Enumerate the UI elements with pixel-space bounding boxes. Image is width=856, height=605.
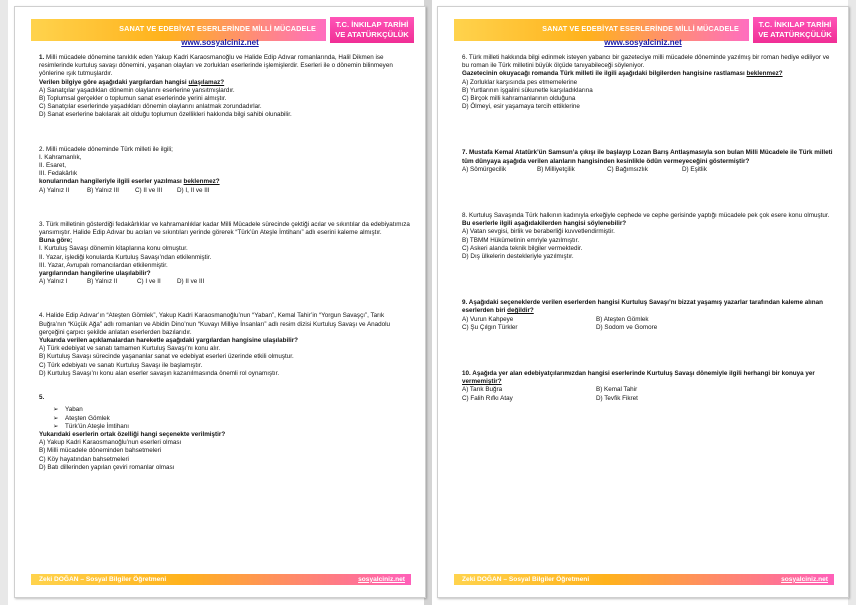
option-a[interactable]: A) Tarık Buğra	[462, 386, 503, 394]
question-stem: 10. Aşağıda yer alan edebiyatçılarımızdan hangisi eserlerinde Kurtuluş Savaşı dönemiyle ilgili herhangi bir konuya yer	[462, 370, 815, 378]
option-c[interactable]: C) Askeri alanda teknik bilgiler vermektedir.	[462, 244, 583, 252]
site-link[interactable]: www.sosyalciniz.net	[181, 38, 259, 47]
arrow-bullet-icon: ➢	[53, 414, 59, 422]
option-a[interactable]: A) Yalnız I	[39, 278, 68, 286]
question-4	[39, 312, 411, 378]
question-prompt: Verilen bilgiye göre aşağıdaki yargılardan hangisi	[39, 78, 189, 86]
option-b[interactable]: B) Yurtlarının işgalini sükunetle karşıladıklarına	[462, 86, 593, 94]
option-c[interactable]: C) Bağımsızlık	[607, 165, 648, 173]
option-b[interactable]: B) Milli mücadele döneminden bahsetmeleri	[39, 447, 162, 455]
option-d[interactable]: D) Sodom ve Gomore	[596, 323, 658, 331]
option-c[interactable]: C) Sanatçılar eserlerinde yaşadıkları dönemin olaylarını anlatmak zorundadırlar.	[39, 103, 262, 111]
questions-column	[39, 54, 411, 472]
question-prompt-emphasis: ulaşılamaz?	[188, 78, 225, 86]
question-9	[462, 299, 834, 332]
option-c[interactable]: C) II ve III	[135, 186, 163, 194]
question-prompt-emphasis: beklenmez?	[183, 178, 220, 186]
option-b[interactable]: B) Kemal Tahir	[596, 386, 638, 394]
question-stem: 6. Türk milleti hakkında bilgi edinmek isteyen yabancı bir gazeteciye milli mücadele döneminde yazılmış bir roman hediye ediliyor ve bu roman ile Türk milletini büyük ölçüde tanıyabileceği söyleniyor.	[462, 54, 830, 70]
question-stem-emphasis: değildir?	[507, 307, 534, 315]
item-iii: III. Fedakârlık	[39, 170, 78, 178]
question-prompt: Bu eserlerle ilgili aşağıdakilerden hangisi söylenebilir?	[462, 220, 627, 228]
question-5	[39, 394, 411, 472]
option-c[interactable]: C) Köy hayatından bahsetmeleri	[39, 455, 129, 463]
question-prompt: Gazetecinin okuyacağı romanda Türk milleti ile ilgili aşağıdaki bilgilerden hangisine rastlaması	[462, 70, 747, 78]
bullet-item: Ateşten Gömlek	[65, 414, 110, 422]
item-ii: II. Esaret,	[39, 162, 66, 170]
question-8	[462, 212, 834, 261]
arrow-bullet-icon: ➢	[53, 406, 59, 414]
question-stem: 3. Türk milletinin gösterdiği fedakârlıklar ve kahramanlıklar kadar Milli Mücadele sürecinde çektiği acılar ve sıkıntılar da edebiyatımıza yansımıştır. Halide Edip Adıvar bu acıları ve sıkıntıları yerinde görerek “Türk’ün Ateşle İmtihanı” adlı eserini kaleme almıştır.	[39, 220, 410, 237]
question-stem: 7. Mustafa Kemal Atatürk’ün Samsun’a çıkışı ile başlayıp Lozan Barış Antlaşmasıyla son bulan Milli Mücadele ile Türk milleti tüm dünyaya aşağıda verilen alanların hangisinden kesinlikle ödün vermeyeceğini göstermiştir?	[462, 149, 833, 165]
header-title: SANAT VE EDEBİYAT ESERLERİNDE MİLLİ MÜCADELE	[542, 24, 739, 33]
page-footer	[31, 574, 411, 585]
page-footer	[454, 574, 834, 585]
viewer-margin-left	[0, 0, 8, 605]
header-tag-line2: VE ATATÜRKÇÜLÜK	[335, 29, 409, 39]
question-prompt: Yukarıda verilen açıklamalardan hareketle aşağıdaki yargılardan hangisine ulaşılabilir?	[39, 337, 298, 345]
viewer-margin-right	[848, 0, 856, 605]
header-tag-line2: VE ATATÜRKÇÜLÜK	[758, 29, 832, 39]
footer-link[interactable]: sosyalciniz.net	[358, 575, 405, 583]
option-b[interactable]: B) Toplumsal gerçekler o toplumun sanat eserlerinde yerini almıştır.	[39, 95, 227, 103]
questions-column	[462, 54, 834, 403]
option-a[interactable]: A) Yalnız II	[39, 186, 70, 194]
footer-author: Zeki DOĞAN – Sosyal Bilgiler Öğretmeni	[39, 575, 167, 583]
option-c[interactable]: C) Türk edebiyatı ve sanatı Kurtuluş Savaşı ile başlamıştır.	[39, 361, 203, 369]
question-number: 5.	[39, 394, 45, 402]
footer-link[interactable]: sosyalciniz.net	[781, 575, 828, 583]
item-i: I. Kahramanlık,	[39, 153, 82, 161]
arrow-bullet-icon: ➢	[53, 422, 59, 430]
option-d[interactable]: D) Dış ülkelerin destekleriyle yazılmıştır.	[462, 253, 574, 261]
page-2	[437, 6, 849, 598]
option-a[interactable]: A) Sömürgecilik	[462, 165, 507, 173]
option-b[interactable]: B) Yalnız III	[87, 186, 119, 194]
question-prompt-emphasis: beklenmez?	[746, 70, 783, 78]
option-d[interactable]: D) Tevfik Fikret	[596, 394, 638, 402]
question-prompt: Yukarıdaki eserlerin ortak özelliği hangi seçenekte verilmiştir?	[39, 430, 226, 438]
option-b[interactable]: B) Ateşten Gömlek	[596, 315, 649, 323]
option-a[interactable]: A) Sanatçılar yaşadıkları dönemin olaylarını eserlerine yansıtmışlardır.	[39, 86, 235, 94]
item-i: I. Kurtuluş Savaşı dönemin kitaplarına konu olmuştur.	[39, 245, 188, 253]
bullet-item: Yaban	[65, 406, 83, 414]
question-3	[39, 221, 411, 287]
option-c[interactable]: C) Falih Rıfkı Atay	[462, 394, 513, 402]
option-d[interactable]: D) Sanat eserlerine bakılarak ait olduğu toplumun özellikleri hakkında bilgi sahibi olunabilir.	[39, 111, 292, 119]
option-a[interactable]: A) Vurun Kahpeye	[462, 315, 514, 323]
question-7	[462, 149, 834, 174]
option-b[interactable]: B) Kurtuluş Savaşı sürecinde yaşananlar sanat ve edebiyat eserleri üzerinde etkili olmuştur.	[39, 353, 294, 361]
item-ii: II. Yazar, işlediği konularda Kurtuluş Savaşı’ndan etkilenmiştir.	[39, 253, 212, 261]
option-b[interactable]: B) Milliyetçilik	[537, 165, 575, 173]
question-stem: Milli mücadele dönemine tanıklık eden Yakup Kadri Karaosmanoğlu ve Halide Edip Adıvar romanlarında, Halil Dikmen ise resimlerinde kurtuluş savaşı dönemini, yaşanan olayları ve zorlukları eserlerinde işlemişlerdir. Eserleri ile o dönemin bilinmeyen yönlerine ışık tutmuşlardır.	[39, 54, 393, 78]
question-stem: 9. Aşağıdaki seçeneklerde verilen eserlerden hangisi Kurtuluş Savaşı’nı bizzat yaşamış yazarlar tarafından kaleme alınan eserlerden biri	[462, 299, 823, 315]
option-d[interactable]: D) I, II ve III	[177, 186, 210, 194]
option-a[interactable]: A) Vatan sevgisi, birlik ve beraberliği kuvvetlendirmiştir.	[462, 228, 615, 236]
question-prompt: konularından hangileriyle ilgili eserler yazılması	[39, 178, 184, 186]
question-number: 1.	[39, 54, 45, 61]
option-c[interactable]: C) Şu Çılgın Türkler	[462, 323, 518, 331]
bullet-item: Türk’ün Ateşle İmtihanı	[65, 422, 130, 430]
option-b[interactable]: B) TBMM Hükümetinin emriyle yazılmıştır.	[462, 236, 580, 244]
header-tag-line1: T.C. İNKILAP TARİHİ	[758, 20, 832, 29]
page-1	[14, 6, 426, 598]
option-d[interactable]: D) Eşitlik	[682, 165, 707, 173]
question-10	[462, 370, 834, 403]
site-link[interactable]: www.sosyalciniz.net	[604, 38, 682, 47]
option-a[interactable]: A) Türk edebiyat ve sanatı tamamen Kurtuluş Savaşı’nı konu alır.	[39, 345, 221, 353]
question-stem: 8. Kurtuluş Savaşında Türk halkının kadınıyla erkeğiyle cephede ve cephe gerisinde yaptığı mücadele pek çok esere konu olmuştur.	[462, 212, 830, 220]
option-d[interactable]: D) II ve III	[177, 278, 205, 286]
question-2	[39, 146, 411, 195]
question-stem: 2. Milli mücadele döneminde Türk milleti ile ilgili;	[39, 145, 173, 153]
question-lead: Buna göre;	[39, 237, 73, 245]
question-stem: 4. Halide Edip Adıvar’ın “Ateşten Gömlek”, Yakup Kadri Karaosmanoğlu’nun “Yaban”, Kemal Tahir’in “Yorgun Savaşçı”, Tarık Buğra’nın “Küçük Ağa” adlı romanları ve Abidin Dino’nun “Kuvayı Milliye İnsanları” adlı resim dizisi Kurtuluş Savaşı ve Anadolu gerçeğini çarpıcı şekilde anlatan eserlerden bazılarıdır.	[39, 312, 391, 336]
option-c[interactable]: C) Birçok milli kahramanlarının olduğuna	[462, 95, 576, 103]
option-d[interactable]: D) Ölmeyi, esir yaşamaya tercih ettiklerine	[462, 103, 580, 111]
header-tag-line1: T.C. İNKILAP TARİHİ	[335, 20, 409, 29]
option-c[interactable]: C) I ve II	[137, 278, 161, 286]
option-d[interactable]: D) Kurtuluş Savaşı’nı konu alan eserler savaşın kazanılmasında önemli rol oynamıştır.	[39, 369, 280, 377]
option-a[interactable]: A) Zorluklar karşısında pes etmemelerine	[462, 78, 578, 86]
footer-author: Zeki DOĞAN – Sosyal Bilgiler Öğretmeni	[462, 575, 590, 583]
option-d[interactable]: D) Batı dillerinden yapılan çeviri romanlar olması	[39, 463, 175, 471]
question-6	[462, 54, 834, 111]
option-b[interactable]: B) Yalnız II	[87, 278, 118, 286]
option-a[interactable]: A) Yakup Kadri Karaosmanoğlu’nun eserleri olması	[39, 439, 182, 447]
header-title: SANAT VE EDEBİYAT ESERLERİNDE MİLLİ MÜCADELE	[119, 24, 316, 33]
question-1	[39, 54, 411, 120]
item-iii: III. Yazar, Avrupalı romancılardan etkilenmiştir.	[39, 261, 168, 269]
question-stem-emphasis: vermemiştir?	[462, 378, 502, 386]
question-prompt: yargılarından hangilerine ulaşılabilir?	[39, 270, 151, 278]
